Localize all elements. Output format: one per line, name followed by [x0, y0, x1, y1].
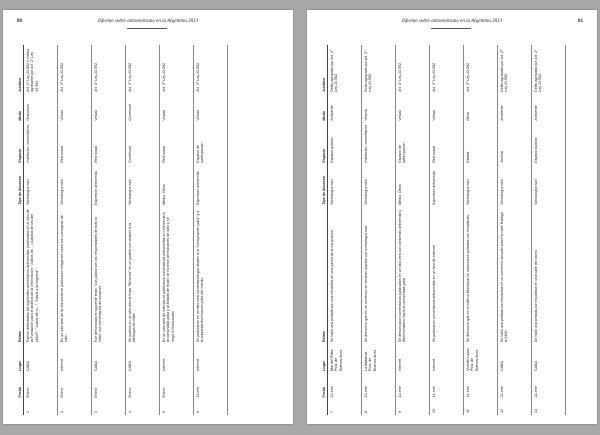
page-number: 80 — [17, 19, 22, 24]
header-rule — [127, 28, 167, 29]
table-cell-place: Vicente López, Pcia. de Buenos Aires — [464, 344, 498, 373]
table-row — [194, 45, 228, 415]
table-cell-law: Delito agravado por Art. 2° Ley 23.592. — [498, 45, 532, 94]
table-cell-date: Enero — [92, 373, 126, 400]
column-header: Relato — [17, 207, 24, 344]
table-cell-law: Art. 3° Ley 23.592. — [396, 45, 430, 94]
table-cell-place: Internet — [194, 344, 228, 373]
table-cell-type: Expresión antisemita — [430, 165, 464, 207]
table-cell-law: Art. 3° Ley 23.592. — [160, 45, 194, 94]
left-page — [3, 10, 293, 424]
table-cell-place: CABA — [92, 344, 126, 373]
right-page — [307, 10, 597, 424]
table-cell-place: Internet — [396, 344, 430, 373]
table-cell-place: La Matanza, Pcia. de Buenos Aires — [362, 344, 396, 373]
table-cell-mode: Virtual — [160, 94, 194, 123]
table-cell-law: Art. 3° Ley 23.592. — [194, 45, 228, 94]
table-cell-place: Internet — [430, 344, 464, 373]
table-cell-n: 13 — [532, 400, 566, 416]
table-cell-n: 7 — [328, 400, 362, 416]
table-cell-type: Simbología nazi — [498, 165, 532, 207]
table-row — [430, 45, 464, 415]
table-cell-n: 12 — [498, 400, 532, 416]
column-header: Jurídico — [17, 45, 24, 94]
table-cell-date: 14-ene — [430, 373, 464, 400]
table-cell-place: Internet — [58, 344, 92, 373]
column-header: Lugar — [321, 344, 328, 373]
column-header: Espacio — [17, 123, 24, 165]
table-cell-mode: Ambiente — [532, 94, 566, 123]
column-header: Tipo de discurso — [321, 165, 328, 207]
table-row — [396, 45, 430, 415]
table-cell-type: Simbología nazi — [464, 165, 498, 207]
table-cell-date: 13-ene — [396, 373, 430, 400]
table-cell-law: Art. 3° Ley 23.592. — [126, 45, 160, 94]
table-cell-desc: En un sitio web de la red social se publicaron imágenes nazis con consignas de odio. — [58, 207, 92, 344]
table-cell-desc: Se denunció que en el edificio Municipal se observaron pintadas con esvásticas. — [464, 207, 498, 344]
table-cell-n: 2 — [58, 400, 92, 416]
table-cell-type: Medio, Otros — [396, 165, 430, 207]
table-cell-place: Mar del Plata, Pcia. de Buenos Aires — [328, 344, 362, 373]
column-header: Relato — [321, 207, 328, 344]
table-cell-desc: Se halló una pintada con una esvástica en una pared de la vía pública. — [328, 207, 362, 344]
page-number: 81 — [578, 19, 583, 24]
table-cell-n: 5 — [160, 400, 194, 416]
table-header-row — [17, 45, 24, 415]
incidents-table — [321, 45, 566, 415]
table-cell-desc: Se publicaron comentarios antisemitas en un foro de internet. — [430, 207, 464, 344]
table-cell-n: 9 — [396, 400, 430, 416]
table-cell-law: Delito agravado por Art. 2° Ley 23.592. — [532, 45, 566, 94]
table-cell-date: 11-ene — [194, 373, 228, 400]
table-body — [24, 45, 228, 415]
table-row — [328, 45, 362, 415]
table-body — [328, 45, 566, 415]
table-cell-place: CABA — [498, 344, 532, 373]
table-cell-date: 22-ene — [498, 373, 532, 400]
running-title: Informe sobre antisemitismo en la Argentina 2013 — [97, 19, 199, 24]
column-header: Jurídico — [321, 45, 328, 94]
table-row — [532, 45, 566, 415]
table-cell-place: CABA — [24, 344, 58, 373]
table-cell-date: Enero — [24, 373, 58, 400]
table-cell-space: Institución, comentarios — [362, 123, 396, 165]
table-cell-type: Expresión antisemita — [92, 165, 126, 207]
table-cell-space: Institución, comentarios — [24, 123, 58, 165]
table-row — [160, 45, 194, 415]
table-cell-desc: Se denunció que en un comercio se vendían objetos con simbología nazi. — [362, 207, 396, 344]
table-cell-date: Enero — [160, 373, 194, 400]
table-cell-law: Ilícito agravado por Art. 2° Ley 23.592. — [362, 45, 396, 94]
table-cell-mode: Virtual — [430, 94, 464, 123]
table-cell-n: 8 — [362, 400, 396, 416]
table-cell-date: Enero — [58, 373, 92, 400]
table-cell-type: Simbología nazi — [328, 165, 362, 207]
table-cell-place: CABA — [126, 344, 160, 373]
table-cell-desc: En un sitio web de noticias se publicaron comentarios antisemitas en referencia a la comunidad judía y al Estado de Israel; se hicieron afirmaciones de odio y se negó el Holocausto. — [160, 207, 194, 344]
table-row — [362, 45, 396, 415]
column-header — [321, 400, 328, 416]
table-cell-mode: Virtual — [396, 94, 430, 123]
column-header: Lugar — [17, 344, 24, 373]
table-cell-type: Simbología nazi — [24, 165, 58, 207]
header-rule — [431, 28, 471, 29]
table-cell-type: Simbología nazi — [126, 165, 160, 207]
table-cell-space: Espacio de participación — [194, 123, 228, 165]
table-cell-law: Art. 3° Ley 23.592 e indicio agravante por Art. 2° Ley 23.592. — [24, 45, 58, 94]
table-cell-space: Espacio público — [328, 123, 362, 165]
running-title: Informe sobre antisemitismo en la Argentina 2013 — [401, 19, 503, 24]
table-row — [58, 45, 92, 415]
table-cell-space: Red social — [58, 123, 92, 165]
table-cell-space: Espacio de participación — [396, 123, 430, 165]
table-row — [464, 45, 498, 415]
table-cell-date: Enero — [126, 373, 160, 400]
table-row — [24, 45, 58, 415]
table-cell-mode: Virtual — [92, 94, 126, 123]
table-cell-n: 6 — [194, 400, 228, 416]
table-cell-mode: Vecinal — [362, 94, 396, 123]
table-cell-desc: Se halló una pintada con esvástica en una calle del barrio. — [532, 207, 566, 344]
table-cell-date: 13-ene — [362, 373, 396, 400]
column-header: Modo — [17, 94, 24, 123]
column-header: Tipo de discurso — [17, 165, 24, 207]
table-cell-type: Simbología nazi — [58, 165, 92, 207]
column-header: Fecha — [17, 373, 24, 400]
table-cell-date: 12-ene — [328, 373, 362, 400]
table-cell-law: Art. 3° Ley 23.592. — [92, 45, 126, 94]
table-cell-n: 11 — [464, 400, 498, 416]
table-cell-space: Comercial — [126, 123, 160, 165]
table-cell-type: Simbología nazi — [532, 165, 566, 207]
table-row — [92, 45, 126, 415]
table-cell-date: 22-ene — [532, 373, 566, 400]
table-cell-n: 1 — [24, 400, 58, 416]
table-cell-law: Art. 3° Ley 23.592. — [430, 45, 464, 94]
table-cell-mode: Ambiente — [328, 94, 362, 123]
table-cell-type: Simbología nazi — [362, 165, 396, 207]
table-cell-place: CABA — [532, 344, 566, 373]
column-header: Modo — [321, 94, 328, 123]
column-header — [17, 400, 24, 416]
table-cell-space: Red social — [430, 123, 464, 165]
table-cell-law: Art. 3° Ley 23.592. — [58, 45, 92, 94]
table-cell-space: Espacio público — [532, 123, 566, 165]
table-cell-desc: Se publicó en un sitio web la frase "Mi lucha" en un posteo con alusión a la ideología de Hitler. — [126, 207, 160, 344]
table-cell-type: Expresión antisemita — [194, 165, 228, 207]
table-row — [126, 45, 160, 415]
table-cell-space: Vecinal — [498, 123, 532, 165]
table-header-row — [321, 45, 328, 415]
table-cell-desc: Fueron detectados los siguientes comentarios antisemitas, publicados en el sitio de la Fundación para el análisis de la información: "Judíos de... ¿cuántos de los del judío?", "Judíos de m...", "Nazis a la hoguera". — [24, 207, 58, 344]
table-cell-desc: Se publicaron en un sitio web comentarios que aluden a la "conspiración judía" y a la supuesta dominación judía del mundo. — [194, 207, 228, 344]
column-header: Fecha — [321, 373, 328, 400]
table-cell-mode: Ambiente — [498, 94, 532, 123]
table-cell-type: Medio, Otros — [160, 165, 194, 207]
table-cell-law: Delito agravado por Art. 2° Ley 23.592. — [328, 45, 362, 94]
table-cell-mode: Oraciones — [24, 94, 58, 123]
table-cell-space: Red social — [160, 123, 194, 165]
table-cell-n: 10 — [430, 400, 464, 416]
table-cell-place: Internet — [160, 344, 194, 373]
rotated-table-wrapper — [17, 45, 277, 415]
table-cell-space: Red social — [92, 123, 126, 165]
table-cell-mode: Virtual — [194, 94, 228, 123]
table-row — [498, 45, 532, 415]
table-cell-desc: Se denunciaron comentarios publicados en un sitio web con contenido antisemita y discriminatorio hacia la comunidad judía. — [396, 207, 430, 344]
table-cell-date: 14-ene — [464, 373, 498, 400]
table-cell-mode: Comercial — [126, 94, 160, 123]
page-header — [321, 19, 583, 29]
incidents-table — [17, 45, 228, 415]
table-cell-mode: Virtual — [58, 94, 92, 123]
table-cell-n: 3 — [92, 400, 126, 416]
page-header — [17, 19, 279, 29]
table-cell-mode: Otros — [464, 94, 498, 123]
table-cell-desc: Se halló una pintada con esvástica en un comercio ubicado sobre la calle Hidalgo al 1100. — [498, 207, 532, 344]
rotated-table-wrapper — [321, 45, 581, 415]
table-cell-n: 4 — [126, 400, 160, 416]
table-cell-law: Art. 3° Ley 23.592. — [464, 45, 498, 94]
table-cell-space: Estatal — [464, 123, 498, 165]
column-header: Espacio — [321, 123, 328, 165]
table-cell-desc: Fue denunciado el siguiente texto: "Los judíos son los responsables de todo lo malo" con comentarios de usuarios. — [92, 207, 126, 344]
